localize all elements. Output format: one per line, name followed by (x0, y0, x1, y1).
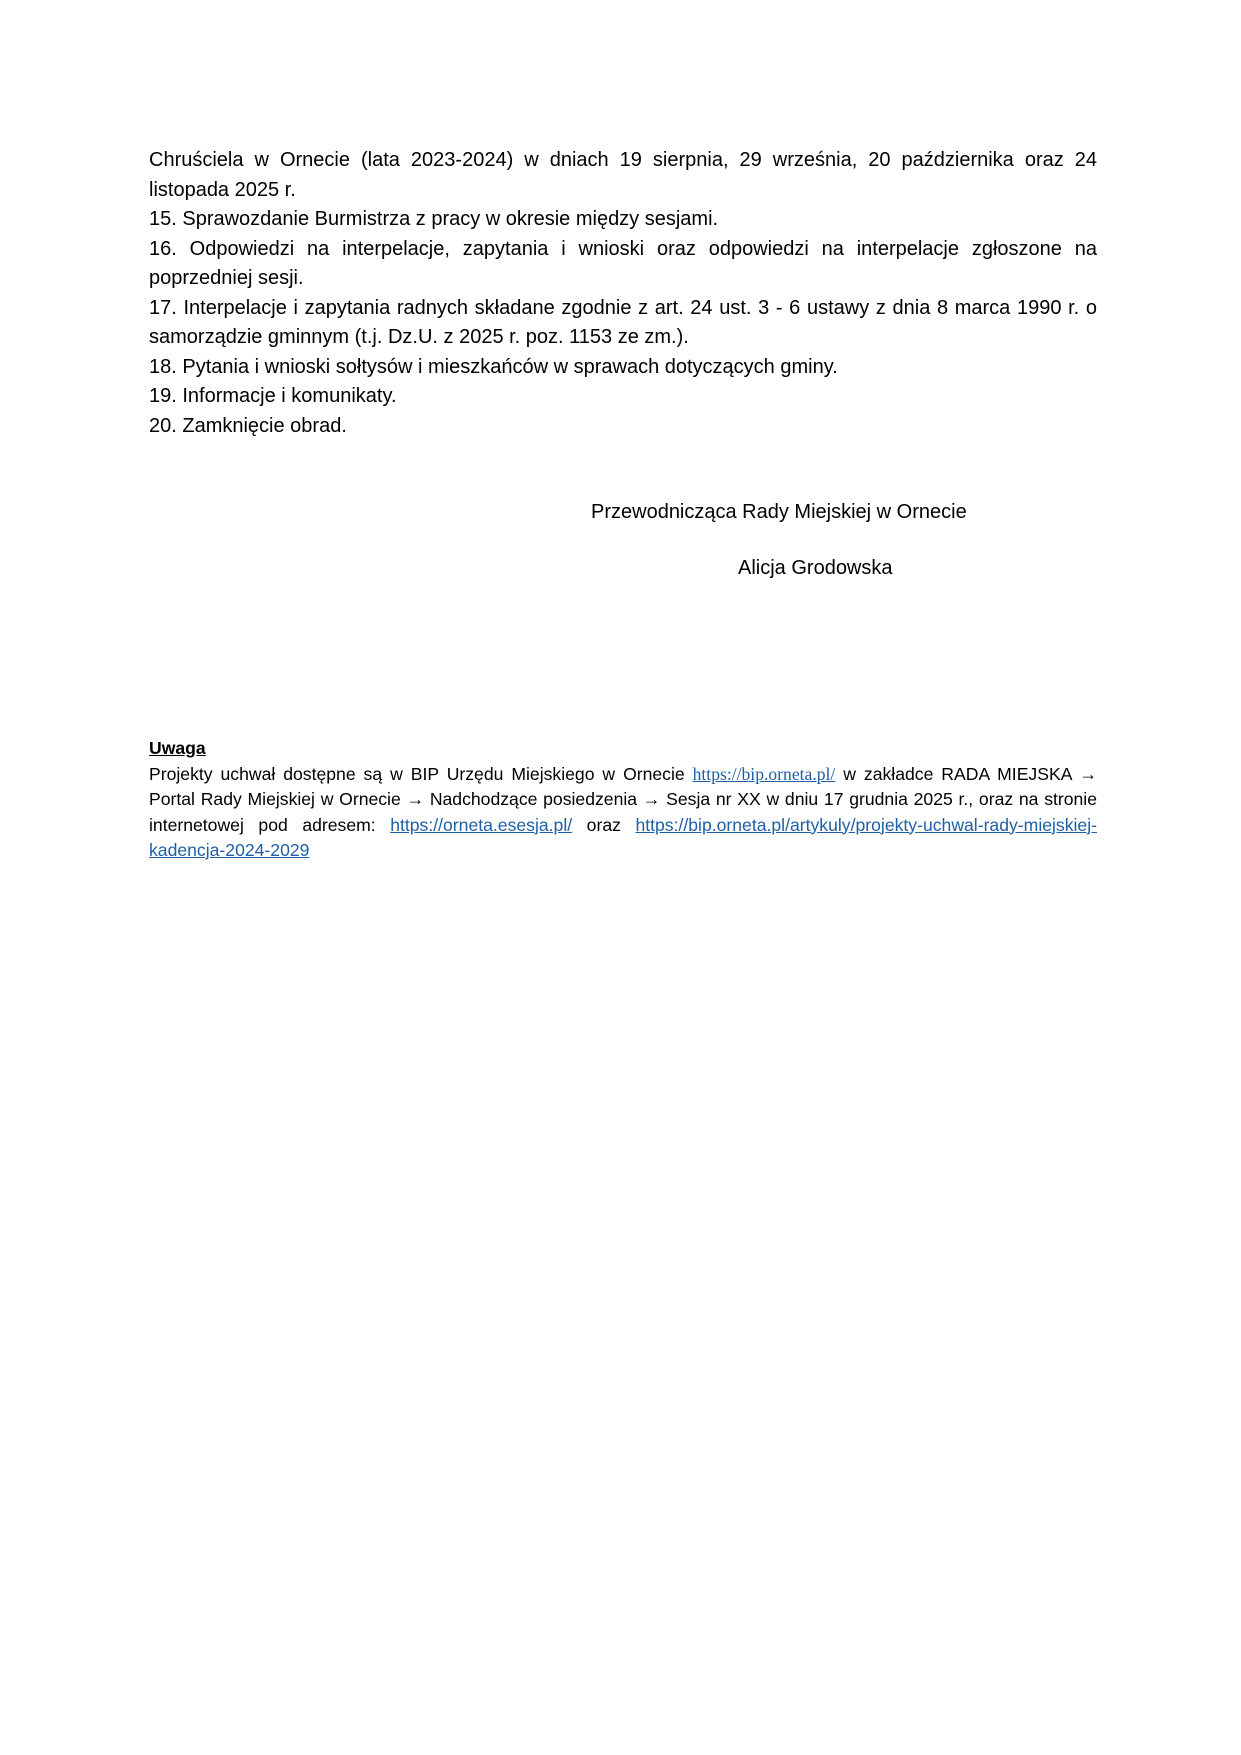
note-text-part-3: oraz (572, 814, 636, 835)
note-section (149, 736, 1097, 864)
note-text-part-1: Projekty uchwał dostępne są w BIP Urzędu Miejskiego w Ornecie (149, 763, 693, 784)
esesja-link[interactable]: https://orneta.esesja.pl/ (390, 814, 573, 835)
signature-name: Alicja Grodowska (738, 557, 893, 579)
projekty-uchwal-link[interactable]: https://bip.orneta.pl/artykuly/projekty-uchwal-rady-miejskiej-kadencja-2024-2029 (149, 814, 1097, 860)
agenda-item-15: 15. Sprawozdanie Burmistrza z pracy w okresie między sesjami. (149, 208, 719, 230)
agenda-list (149, 146, 1097, 441)
agenda-item-19: 19. Informacje i komunikaty. (149, 385, 397, 407)
bip-link[interactable]: https://bip.orneta.pl/ (692, 763, 836, 784)
agenda-item-17: 17. Interpelacje i zapytania radnych składane zgodnie z art. 24 ust. 3 - 6 ustawy z dnia 8 marca 1990 r. o samorządzie gminnym (t.j. Dz.U. z 2025 r. poz. 1153 ze zm.). (149, 296, 1097, 348)
agenda-item-20: 20. Zamknięcie obrad. (149, 414, 347, 437)
agenda-item-18: 18. Pytania i wnioski sołtysów i mieszkańców w sprawach dotyczących gminy. (149, 355, 838, 378)
agenda-item-16: 16. Odpowiedzi na interpelacje, zapytania i wnioski oraz odpowiedzi na interpelacje zgłoszone na poprzedniej sesji. (149, 237, 1097, 289)
note-heading: Uwaga (149, 738, 206, 758)
note-text-part-2: w zakładce RADA MIEJSKA → Portal Rady Miejskiej w Ornecie → Nadchodzące posiedzenia → Sesja nr XX w dniu 17 grudnia 2025 r., oraz na stronie internetowej pod adresem: (149, 763, 1098, 835)
signature-title: Przewodnicząca Rady Miejskiej w Ornecie (591, 501, 967, 523)
note-paragraph (149, 762, 1097, 864)
agenda-item-14-continuation: Chruściela w Ornecie (lata 2023-2024) w dniach 19 sierpnia, 29 września, 20 października oraz 24 listopada 2025 r. (149, 149, 1097, 201)
signature-block (591, 498, 1091, 583)
